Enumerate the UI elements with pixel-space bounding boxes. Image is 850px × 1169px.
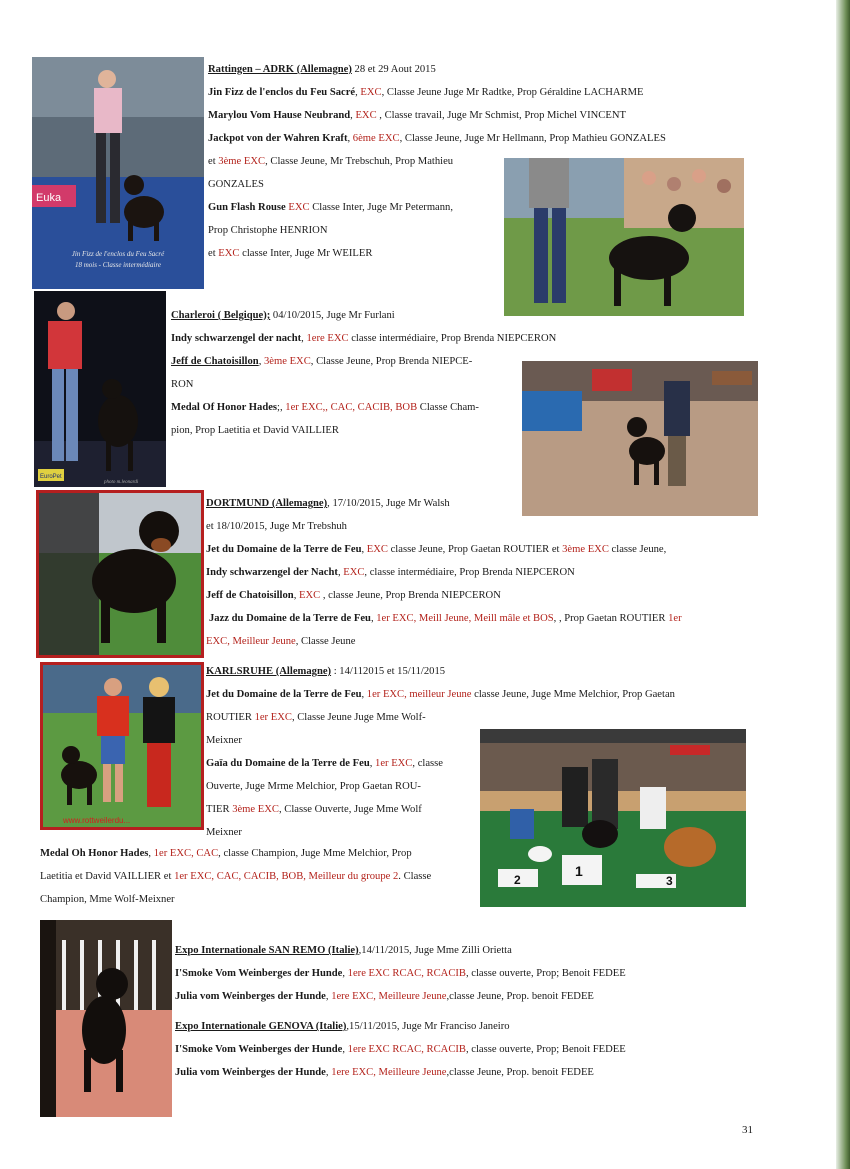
award: EXC	[366, 544, 388, 555]
award: EXC	[299, 590, 321, 601]
result-line: RON	[171, 379, 194, 390]
logo-text: EuroPet	[40, 474, 62, 480]
result-line	[171, 396, 556, 419]
result-line	[171, 350, 556, 373]
details: , classe Champion, Juge Mme Melchior, Prop	[218, 848, 412, 859]
section-rattingen	[208, 58, 666, 265]
details: , classe	[412, 758, 443, 769]
heading-date: , 17/10/2015, Juge Mr Walsh	[327, 498, 450, 509]
dog-name: Marylou Vom Hause Neubrand	[208, 110, 351, 121]
heading-date: 04/10/2015, Juge Mr Furlani	[270, 310, 395, 321]
details: , classe ouverte, Prop; Benoit FEDEE	[465, 1044, 626, 1055]
result-line: Prop Christophe HENRION	[208, 225, 328, 236]
result-line: Meixner	[206, 735, 242, 746]
dog-name: Jazz du Domaine de la Terre de Feu	[209, 613, 371, 624]
podium-place-3: 3	[666, 874, 673, 888]
section-heading	[175, 939, 626, 962]
result-line: pion, Prop Laetitia et David VAILLIER	[171, 425, 339, 436]
dog-name: Medal Oh Honor Hades	[40, 848, 149, 859]
award: 1er EXC, CAC	[153, 848, 219, 859]
result-line	[206, 538, 682, 561]
heading-link: DORTMUND (Allemagne)	[206, 498, 328, 509]
heading-date: : 14/112015 et 15/11/2015	[331, 666, 446, 677]
details: classe Jeune,	[608, 544, 667, 555]
details: Classe Inter, Juge Mr Petermann,	[309, 202, 454, 213]
details: , , Prop Gaetan ROUTIER	[553, 613, 669, 624]
section-karlsruhe-cont	[40, 842, 431, 911]
result-line	[208, 242, 666, 265]
sep: ,	[342, 1044, 348, 1055]
dog-name: Gun Flash Rouse	[208, 202, 286, 213]
podium-place-2: 2	[514, 873, 521, 887]
dog-name: Jeff de Chatoisillon	[171, 356, 259, 367]
award: EXC	[355, 110, 377, 121]
result-line	[206, 561, 682, 584]
award: EXC, Meilleur Jeune	[206, 636, 296, 647]
section-genova	[175, 1015, 626, 1084]
result-line	[40, 842, 431, 865]
details: classe Jeune, Prop Gaetan ROUTIER et	[387, 544, 563, 555]
details: , Classe travail, Juge Mr Schmist, Prop Michel VINCENT	[376, 110, 626, 121]
award: 1ere EXC	[306, 333, 349, 344]
award: 1er EXC,, CAC, CACIB, BOB	[285, 402, 418, 413]
result-line	[175, 985, 626, 1008]
heading-link: KARLSRUHE (Allemagne)	[206, 666, 332, 677]
dog-name: Jet du Domaine de la Terre de Feu	[206, 544, 362, 555]
result-line	[175, 962, 626, 985]
result-line	[206, 607, 682, 630]
details: ,classe Jeune, Prop. benoit FEDEE	[446, 991, 594, 1002]
heading-date: 28 et 29 Aout 2015	[351, 64, 436, 75]
photo-dortmund	[36, 490, 204, 658]
dog-name: Medal Of Honor Hades	[171, 402, 278, 413]
details: , Classe Ouverte, Juge Mme Wolf	[278, 804, 422, 815]
dog-name: Gaïa du Domaine de la Terre de Feu	[206, 758, 370, 769]
photo-jin-fizz	[32, 57, 204, 289]
lead: Laetitia et David VAILLIER et	[40, 871, 175, 882]
result-line: et 18/10/2015, Juge Mr Trebshuh	[206, 521, 347, 532]
dog-name: I'Smoke Vom Weinberges der Hunde	[175, 1044, 343, 1055]
sep: ,	[350, 110, 356, 121]
award: 1er EXC	[375, 758, 413, 769]
award: 1ere EXC RCAC, RCACIB	[347, 1044, 466, 1055]
heading-link: Expo Internationale GENOVA (Italie)	[175, 1021, 347, 1032]
award: 1er EXC, meilleur Jeune	[366, 689, 472, 700]
award: 1ere EXC RCAC, RCACIB	[347, 968, 466, 979]
heading-link: Expo Internationale SAN REMO (Italie)	[175, 945, 359, 956]
award: EXC	[288, 202, 310, 213]
details: , Classe Jeune Juge Mr Radtke, Prop Géraldine LACHARME	[381, 87, 644, 98]
page-number: 31	[742, 1124, 753, 1136]
dog-name: Indy schwarzengel der nacht	[171, 333, 302, 344]
award: 1ere EXC, Meilleure Jeune	[331, 1067, 447, 1078]
dog-name: Indy schwarzengel der Nacht	[206, 567, 338, 578]
photo-caption-2: 18 mois - Classe intermédiaire	[74, 261, 162, 269]
details: classe intermédiaire, Prop Brenda NIEPCERON	[348, 333, 557, 344]
sep: ,	[361, 544, 367, 555]
result-line	[208, 196, 666, 219]
result-line: Meixner	[206, 827, 242, 838]
sep: ,	[293, 590, 299, 601]
heading-date: ,14/11/2015, Juge Mme Zilli Orietta	[358, 945, 512, 956]
dog-name: Julia vom Weinberges der Hunde	[175, 991, 326, 1002]
award: EXC	[343, 567, 365, 578]
photo-caption-1: Jin Fizz de l'enclos du Feu Sacré	[71, 250, 165, 258]
sep: ,	[347, 133, 353, 144]
result-line	[208, 104, 666, 127]
sep: ,	[370, 613, 377, 624]
dog-name: Jeff de Chatoisillon	[206, 590, 294, 601]
sep: ,	[361, 689, 367, 700]
dog-name: Jet du Domaine de la Terre de Feu	[206, 689, 362, 700]
sep: ;,	[277, 402, 286, 413]
details: ,classe Jeune, Prop. benoit FEDEE	[446, 1067, 594, 1078]
photo-website: www.rottweilerdu...	[63, 816, 131, 825]
award: 3ème EXC	[562, 544, 609, 555]
award: 1er EXC	[254, 712, 292, 723]
section-heading	[175, 1015, 626, 1038]
sep: ,	[337, 567, 344, 578]
result-line	[175, 1061, 626, 1084]
details: . Classe	[398, 871, 432, 882]
dog-name: Jin Fizz de l'enclos du Feu Sacré	[208, 87, 356, 98]
dog-name: I'Smoke Vom Weinberges der Hunde	[175, 968, 343, 979]
award: 1er EXC, Meill Jeune, Meill mâle et BOS	[376, 613, 554, 624]
details: , classe intermédiaire, Prop Brenda NIEPCERON	[364, 567, 575, 578]
award: EXC	[218, 248, 240, 259]
award: 1er	[668, 613, 682, 624]
sep: ,	[258, 356, 264, 367]
details: classe Inter, Juge Mr WEILER	[239, 248, 373, 259]
award: 3ème EXC	[232, 804, 279, 815]
details: Classe Cham-	[417, 402, 479, 413]
page-edge	[836, 0, 850, 1169]
award: 1ere EXC, Meilleure Jeune	[331, 991, 447, 1002]
details: , Classe Jeune, Juge Mr Hellmann, Prop Mathieu GONZALES	[399, 133, 666, 144]
section-karlsruhe	[206, 660, 675, 844]
details: , Classe Jeune Juge Mme Wolf-	[291, 712, 426, 723]
section-san-remo	[175, 939, 626, 1008]
photo-credit: photo m.leonardi	[104, 480, 139, 485]
photo-karlsruhe-couple	[40, 662, 204, 830]
result-line	[175, 1038, 626, 1061]
section-heading	[171, 304, 556, 327]
result-line: GONZALES	[208, 179, 264, 190]
details: , Classe Jeune, Prop Brenda NIEPCE-	[310, 356, 473, 367]
banner-text: Euka	[36, 192, 62, 204]
award: 6ème EXC	[352, 133, 400, 144]
heading-link: Rattingen – ADRK (Allemagne)	[208, 64, 352, 75]
sep: ,	[369, 758, 376, 769]
details: , Classe Jeune	[295, 636, 356, 647]
heading-link: Charleroi ( Belgique);	[171, 310, 271, 321]
result-line	[206, 584, 682, 607]
award: 1er EXC, CAC, CACIB, BOB, Meilleur du groupe 2	[174, 871, 399, 882]
photo-san-remo	[40, 920, 172, 1117]
details: , classe Jeune, Prop Brenda NIEPCERON	[320, 590, 501, 601]
section-charleroi	[171, 304, 556, 442]
section-heading	[208, 58, 666, 81]
dog-name: Jackpot von der Wahren Kraft	[208, 133, 348, 144]
sep: ,	[148, 848, 154, 859]
section-dortmund	[206, 492, 682, 653]
result-line	[206, 630, 682, 653]
result-line	[171, 327, 556, 350]
result-line	[206, 752, 675, 775]
result-line	[206, 683, 675, 706]
lead: ROUTIER	[206, 712, 255, 723]
result-line	[208, 150, 666, 173]
result-line	[206, 706, 675, 729]
section-heading	[206, 492, 682, 515]
details: classe Jeune, Juge Mme Melchior, Prop Gaetan	[471, 689, 675, 700]
result-line: Jin Fizz de l'enclos du Feu Sacré, EXC, Classe Jeune Juge Mr Radtke, Prop Géraldine LACHARME	[208, 87, 644, 98]
podium-place-1: 1	[575, 863, 583, 879]
section-heading	[206, 660, 675, 683]
dog-name: Julia vom Weinberges der Hunde	[175, 1067, 326, 1078]
details: , Classe Jeune, Mr Trebschuh, Prop Mathieu	[265, 156, 454, 167]
award: EXC	[360, 87, 382, 98]
lead: TIER	[206, 804, 233, 815]
result-line	[206, 798, 675, 821]
heading-date: ,15/11/2015, Juge Mr Franciso Janeiro	[346, 1021, 510, 1032]
sep: ,	[342, 968, 348, 979]
lead: et	[208, 248, 219, 259]
photo-charleroi	[34, 291, 166, 487]
award: 3ème EXC	[218, 156, 266, 167]
details: , classe ouverte, Prop; Benoit FEDEE	[465, 968, 626, 979]
sep: ,	[301, 333, 307, 344]
result-line: Champion, Mme Wolf-Meixner	[40, 894, 175, 905]
result-line	[40, 865, 431, 888]
result-line: Ouverte, Juge Mrme Melchior, Prop Gaetan ROU-	[206, 781, 421, 792]
lead: et	[208, 156, 219, 167]
result-line	[208, 127, 666, 150]
sep: ,	[325, 1067, 332, 1078]
sep: ,	[325, 991, 332, 1002]
award: 3ème EXC	[264, 356, 311, 367]
